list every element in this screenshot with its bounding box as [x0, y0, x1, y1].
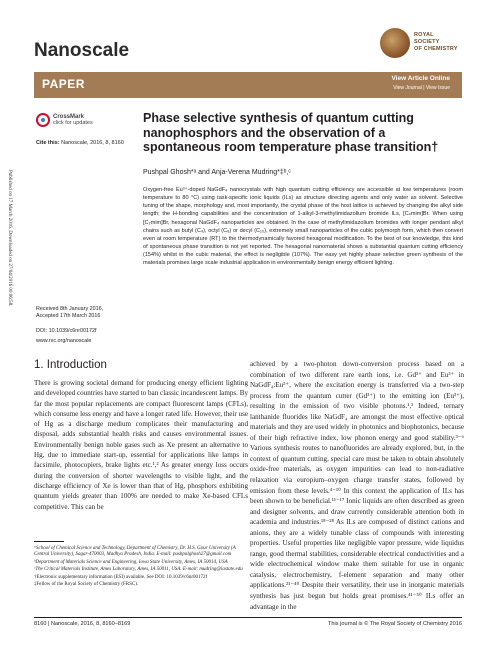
article-banner	[34, 72, 462, 98]
body-column-right	[250, 359, 464, 612]
footer-page-info: 8160 | Nanoscale, 2016, 8, 8160–8169	[34, 621, 131, 627]
footnote-frsc: ‡Fellow of the Royal Society of Chemistry (FRSC).	[34, 582, 139, 588]
side-note-text: Published on 17 March 2016. Downloaded on 27/04/2016 00:06:58.	[7, 170, 12, 307]
footer-divider	[34, 617, 462, 618]
abstract: Oxygen-free Eu³⁺-doped NaGdF₄ nanocrystals with high quantum cutting efficiency are accessible at low temperatures (room temperature to 80 °C) using task-specific ionic liquids (ILs) as structure directing agents and only water as solvent. Selective tuning of the shape, morphology and, most importantly, the crystal phase of the host lattice is achieved by changing the alkyl side length; the H-bonding capabilities and the concentration of 1-alkyl-3-methylimidazolium bromide ILs, [Cₙmim]Br. When using [C₂mim]Br, hexagonal NaGdF₄ nanoparticles are obtained. In the case of methylimidazolium bromides with longer pendant alkyl chains such as butyl (C₄), octyl (C₈) or decyl (C₁₀), extremely small nanoparticles of the cubic polymorph form, which then convert even at room temperature (RT) to the thermodynamically favored hexagonal modification. To the best of our knowledge, this kind of spontaneous phase transition is not yet reported. The hexagonal nanomaterial shows a substantial quantum cutting efficiency (154%) whilst in the cubic material, the effect is negligible (107%). The easy yet highly phase selective green synthesis of the materials promises large scale industrial application in environmentally benign energy efficient lighting.	[143, 187, 463, 267]
crossmark-badge[interactable]	[36, 112, 96, 130]
received-date: Received 8th January 2016,	[36, 306, 104, 312]
cite-reference: Nanoscale, 2016, 8, 8160	[61, 140, 124, 146]
article-title: Phase selective synthesis of quantum cutting nanophosphors and the observation of a spontaneous room temperature phase transition†	[143, 111, 439, 154]
publisher-logo-line-2: OF CHEMISTRY	[414, 46, 458, 52]
article-dates	[36, 306, 103, 335]
publication-side-note	[3, 170, 13, 430]
intro-paragraph-2: achieved by a two-photon down-conversion process based on a combination of two different rare earth ions, i.e. Gd³⁺ and Eu³⁺ in NaGdF₄:Eu³⁺, where the excitation energy is transferred via a two-step process from the quantum cutter (Gd³⁺) to the emitting ion (Eu³⁺), resulting in the emission of two visible photons.¹,² Indeed, ternary lanthanide fluorides like NaGdF₄ are amongst the most effective optical materials and they are used widely in photonics and biophotonics, because of their high refractive index, low phonon energy and good stability.³⁻⁶ Various synthesis routes to nanofluorides are already explored, but, in the context of quantum cutting, special care must be taken to obtain absolutely oxide-free materials, as oxygen impurities can lead to non-radiative relaxation via europium–oxygen charge transfer states, followed by emission from these levels.⁴⁻¹⁰ In this context the application of ILs has been shown to be beneficial.¹¹⁻¹⁷ Ionic liquids are often described as green and designer solvents, and draw currently considerable attention both in academia and industries.¹⁸⁻²⁸ As ILs are composed of distinct cations and anions, they are a widely tunable class of compounds with interesting properties. Useful properties like negligible vapor pressure, wide liquidus range, good thermal stabilities, considerable electrical conductivities and a wide electrochemical window make them suitable for use in organic catalysis, electrochemistry, f-element separation and many other applications.²¹⁻⁴⁰ Despite their versatility, their use in inorganic materials synthesis has just begun but holds great promises.⁴¹⁻⁵⁰ ILs offer an advantage in the	[250, 360, 464, 611]
footnote-affiliation-c: ᶜThe Critical Materials Institute, Ames Laboratory, Ames, IA 50011, USA. E-mail: mudring@iastate.edu	[34, 567, 243, 573]
body-column-left	[34, 378, 248, 512]
footer-copyright: This journal is © The Royal Society of Chemistry 2016	[328, 621, 462, 627]
footnote-affiliation-a: ᵃSchool of Chemical Science and Technology, Department of Chemistry, Dr. H.S. Gour University (A Central University), Sagar-470003, Madhya Pradesh, India. E-mail: pushpalghosh27@gmail.com	[34, 546, 236, 558]
footnote-esi: †Electronic supplementary information (ESI) available. See DOI: 10.1039/c6nr00172f	[34, 574, 208, 580]
crossmark-line-1: CrossMark	[53, 114, 85, 120]
crossmark-line-2: click for updates	[53, 120, 93, 126]
accepted-date: Accepted 17th March 2016	[36, 313, 101, 320]
footnote-affiliation-b: ᵇDepartment of Materials Science and Engineering, Iowa State University, Ames, IA 50014, USA	[34, 559, 228, 565]
rsc-emblem-icon	[380, 28, 410, 58]
section-heading-introduction: 1. Introduction	[34, 359, 107, 371]
view-article-online-link[interactable]: View Article Online	[391, 75, 450, 82]
publisher-logo-text	[414, 32, 460, 53]
intro-paragraph-1: There is growing societal demand for producing energy efficient lighting and developed countries have started to ban classic incandescent lamps. By far the most popular replacements are compact fluorescent lamps (CFLs), which consume less energy and have a longer rated life. However, their use of Hg as a discharge medium complicates their manufacturing and disposal, adds substantial health risks and causes environmental issues. Environmentally benign noble gases such as Xe present an alternative to Hg, due to immediate start-up, essential for applications like lamps in facsimile, photocopiers, brake lights etc.¹,² As greater energy loss occurs during the conversion of shorter wavelengths to visible light, and the discharge efficiency of Xe is lower than that of Hg, phosphors exhibiting quantum yields greater than 100% are needed to make Xe-based CFLs competitive. This can be	[34, 379, 248, 511]
footnotes	[34, 546, 248, 589]
journal-url[interactable]: www.rsc.org/nanoscale	[36, 338, 92, 344]
doi[interactable]: DOI: 10.1039/c6nr00172f	[36, 327, 97, 334]
crossmark-icon	[36, 113, 50, 127]
crossmark-text	[53, 114, 93, 126]
publisher-logo[interactable]	[380, 28, 460, 62]
publisher-logo-line-1: ROYAL SOCIETY	[414, 32, 440, 45]
cite-label: Cite this:	[36, 140, 60, 146]
article-type: PAPER	[42, 77, 85, 91]
journal-name: Nanoscale	[34, 40, 130, 61]
citation	[36, 140, 124, 146]
footnote-divider	[34, 541, 64, 542]
journal-issue-links[interactable]: View Journal | View Issue	[393, 85, 450, 91]
authors: Pushpal Ghosh*ᵃ and Anja-Verena Mudring*‡ᵇ,ᶜ	[143, 169, 291, 176]
